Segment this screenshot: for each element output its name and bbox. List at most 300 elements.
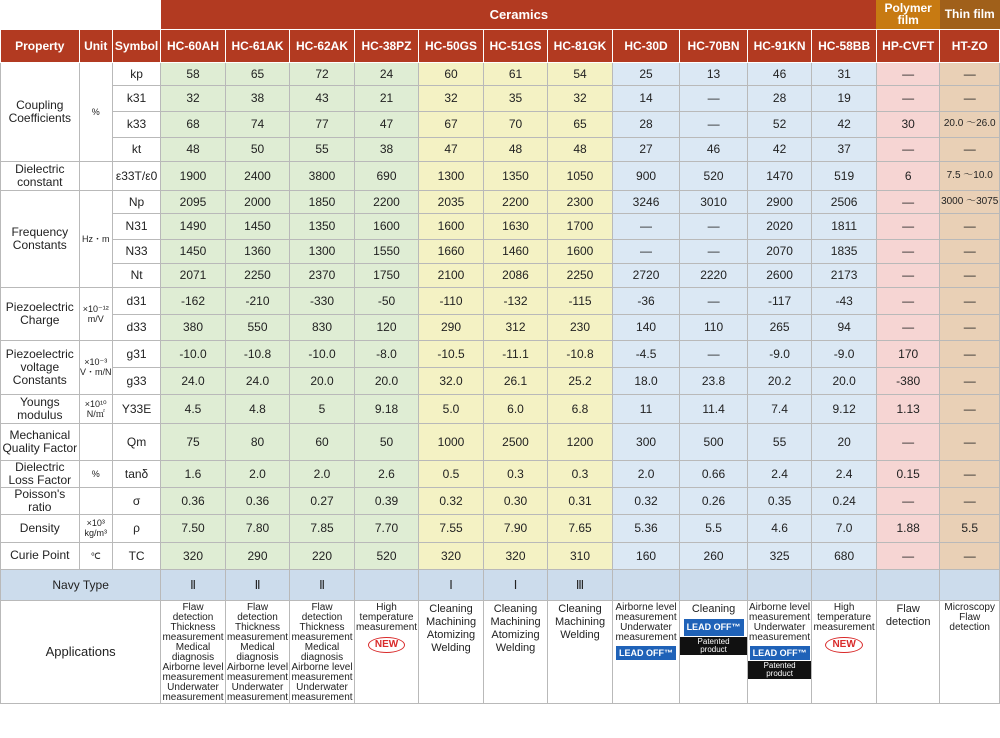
value-cell: 2600 bbox=[747, 263, 812, 287]
value-cell: — bbox=[940, 460, 1000, 487]
value-cell: 38 bbox=[225, 85, 290, 111]
property-label: Frequency Constants bbox=[1, 190, 80, 287]
value-cell: 2.4 bbox=[812, 460, 877, 487]
value-cell: — bbox=[612, 213, 680, 239]
unit-label: % bbox=[79, 460, 112, 487]
value-cell: 26.1 bbox=[483, 367, 548, 394]
value-cell: 0.30 bbox=[483, 487, 548, 514]
symbol-cell: kp bbox=[112, 62, 160, 85]
value-cell: 290 bbox=[419, 314, 484, 340]
header-product-hc-81gk: HC-81GK bbox=[548, 29, 613, 62]
value-cell: 20.0 bbox=[354, 367, 419, 394]
value-cell: -162 bbox=[161, 287, 226, 314]
value-cell: 520 bbox=[354, 542, 419, 569]
value-cell: 60 bbox=[419, 62, 484, 85]
header-symbol: Symbol bbox=[112, 29, 160, 62]
value-cell: 7.50 bbox=[161, 514, 226, 542]
navy-type-cell bbox=[747, 569, 812, 600]
value-cell: 48 bbox=[161, 137, 226, 161]
value-cell: 830 bbox=[290, 314, 355, 340]
value-cell: 77 bbox=[290, 111, 355, 137]
value-cell: 55 bbox=[290, 137, 355, 161]
value-cell: 61 bbox=[483, 62, 548, 85]
value-cell: 47 bbox=[419, 137, 484, 161]
patented-badge: Patented product bbox=[748, 661, 812, 679]
value-cell: 48 bbox=[548, 137, 613, 161]
value-cell: 14 bbox=[612, 85, 680, 111]
symbol-cell: Qm bbox=[112, 423, 160, 460]
symbol-cell: d31 bbox=[112, 287, 160, 314]
value-cell: 65 bbox=[548, 111, 613, 137]
value-cell: — bbox=[940, 542, 1000, 569]
application-item: Thickness measurement bbox=[226, 621, 289, 643]
value-cell: 1300 bbox=[290, 239, 355, 263]
value-cell: -380 bbox=[876, 367, 940, 394]
value-cell: 7.85 bbox=[290, 514, 355, 542]
value-cell: 20.0 bbox=[812, 367, 877, 394]
header-product-hc-60ah: HC-60AH bbox=[161, 29, 226, 62]
value-cell: 2300 bbox=[548, 190, 613, 213]
value-cell: 1600 bbox=[419, 213, 484, 239]
header-property: Property bbox=[1, 29, 80, 62]
symbol-cell: k33 bbox=[112, 111, 160, 137]
value-cell: 0.27 bbox=[290, 487, 355, 514]
symbol-cell: ρ bbox=[112, 514, 160, 542]
value-cell: 32 bbox=[161, 85, 226, 111]
value-cell: 2173 bbox=[812, 263, 877, 287]
unit-label: Hz・m bbox=[79, 190, 112, 287]
symbol-cell: TC bbox=[112, 542, 160, 569]
header-product-hc-61ak: HC-61AK bbox=[225, 29, 290, 62]
symbol-cell: N31 bbox=[112, 213, 160, 239]
symbol-cell: kt bbox=[112, 137, 160, 161]
value-cell: — bbox=[940, 85, 1000, 111]
value-cell: 0.3 bbox=[548, 460, 613, 487]
value-cell: — bbox=[940, 263, 1000, 287]
application-item: Flaw detection bbox=[949, 611, 990, 633]
navy-type-cell: Ⅲ bbox=[548, 569, 613, 600]
application-item: Airborne level measurement bbox=[749, 601, 811, 623]
applications-cell bbox=[940, 600, 1000, 703]
applications-cell bbox=[483, 600, 548, 703]
application-item: Underwater measurement bbox=[226, 681, 289, 703]
value-cell: 32 bbox=[548, 85, 613, 111]
value-cell: — bbox=[876, 239, 940, 263]
value-cell: 310 bbox=[548, 542, 613, 569]
value-cell: 519 bbox=[812, 161, 877, 190]
group-polymer-film: Polymer film bbox=[876, 0, 940, 29]
unit-label: ×10³ kg/m³ bbox=[79, 514, 112, 542]
value-cell: — bbox=[940, 287, 1000, 314]
symbol-cell: d33 bbox=[112, 314, 160, 340]
new-badge: NEW bbox=[368, 637, 405, 653]
new-badge: NEW bbox=[825, 637, 862, 653]
value-cell: 2070 bbox=[747, 239, 812, 263]
value-cell: -4.5 bbox=[612, 340, 680, 367]
application-item: Airborne level measurement bbox=[226, 661, 289, 683]
value-cell: 1350 bbox=[290, 213, 355, 239]
value-cell: 0.66 bbox=[680, 460, 748, 487]
property-label: Dielectric Loss Factor bbox=[1, 460, 80, 487]
value-cell: 2506 bbox=[812, 190, 877, 213]
value-cell: 2250 bbox=[225, 263, 290, 287]
value-cell: 28 bbox=[612, 111, 680, 137]
value-cell: 3000 ～3075 bbox=[940, 190, 1000, 213]
value-cell: 690 bbox=[354, 161, 419, 190]
property-label: Poisson's ratio bbox=[1, 487, 80, 514]
value-cell: 20.0 ～26.0 bbox=[940, 111, 1000, 137]
value-cell: 13 bbox=[680, 62, 748, 85]
value-cell: 38 bbox=[354, 137, 419, 161]
value-cell: 9.18 bbox=[354, 394, 419, 423]
value-cell: 2220 bbox=[680, 263, 748, 287]
application-item: Medical diagnosis bbox=[236, 641, 279, 663]
value-cell: 94 bbox=[812, 314, 877, 340]
value-cell: 1460 bbox=[483, 239, 548, 263]
value-cell: 67 bbox=[419, 111, 484, 137]
application-item: Medical diagnosis bbox=[300, 641, 344, 663]
value-cell: 265 bbox=[747, 314, 812, 340]
value-cell: — bbox=[940, 62, 1000, 85]
value-cell: -10.0 bbox=[161, 340, 226, 367]
value-cell: 7.0 bbox=[812, 514, 877, 542]
value-cell: 37 bbox=[812, 137, 877, 161]
application-item: Flaw detection bbox=[237, 601, 278, 623]
value-cell: — bbox=[940, 239, 1000, 263]
value-cell: 1750 bbox=[354, 263, 419, 287]
application-item: Cleaning bbox=[558, 602, 602, 615]
value-cell: 1360 bbox=[225, 239, 290, 263]
header-spacer bbox=[1, 0, 161, 29]
value-cell: 5.36 bbox=[612, 514, 680, 542]
value-cell: 60 bbox=[290, 423, 355, 460]
value-cell: 120 bbox=[354, 314, 419, 340]
value-cell: 0.3 bbox=[483, 460, 548, 487]
value-cell: 0.26 bbox=[680, 487, 748, 514]
value-cell: 0.35 bbox=[747, 487, 812, 514]
value-cell: 170 bbox=[876, 340, 940, 367]
value-cell: 0.36 bbox=[161, 487, 226, 514]
value-cell: 19 bbox=[812, 85, 877, 111]
value-cell: 2400 bbox=[225, 161, 290, 190]
value-cell: 2500 bbox=[483, 423, 548, 460]
value-cell: 20 bbox=[812, 423, 877, 460]
value-cell: 23.8 bbox=[680, 367, 748, 394]
value-cell: 550 bbox=[225, 314, 290, 340]
navy-type-cell bbox=[940, 569, 1000, 600]
value-cell: 0.32 bbox=[612, 487, 680, 514]
value-cell: 1470 bbox=[747, 161, 812, 190]
group-thin-film: Thin film bbox=[940, 0, 1000, 29]
value-cell: 320 bbox=[419, 542, 484, 569]
value-cell: 500 bbox=[680, 423, 748, 460]
value-cell: 0.32 bbox=[419, 487, 484, 514]
value-cell: 300 bbox=[612, 423, 680, 460]
value-cell: — bbox=[940, 137, 1000, 161]
value-cell: 0.39 bbox=[354, 487, 419, 514]
value-cell: 50 bbox=[225, 137, 290, 161]
value-cell: 0.24 bbox=[812, 487, 877, 514]
value-cell: 1700 bbox=[548, 213, 613, 239]
value-cell: -10.8 bbox=[548, 340, 613, 367]
value-cell: 74 bbox=[225, 111, 290, 137]
value-cell: 2720 bbox=[612, 263, 680, 287]
lead-off-badge: LEAD OFF™ bbox=[750, 646, 810, 660]
unit-label: ×10⁻¹² m/V bbox=[79, 287, 112, 340]
value-cell: — bbox=[680, 340, 748, 367]
value-cell: 1600 bbox=[548, 239, 613, 263]
value-cell: 46 bbox=[680, 137, 748, 161]
header-product-hc-51gs: HC-51GS bbox=[483, 29, 548, 62]
value-cell: -330 bbox=[290, 287, 355, 314]
applications-cell bbox=[548, 600, 613, 703]
value-cell: — bbox=[940, 213, 1000, 239]
value-cell: 380 bbox=[161, 314, 226, 340]
value-cell: 80 bbox=[225, 423, 290, 460]
navy-type-cell bbox=[680, 569, 748, 600]
property-label: Coupling Coefficients bbox=[1, 62, 80, 161]
application-item: Airborne level measurement bbox=[291, 661, 353, 683]
value-cell: 6.0 bbox=[483, 394, 548, 423]
value-cell: 5.0 bbox=[419, 394, 484, 423]
symbol-cell: σ bbox=[112, 487, 160, 514]
value-cell: -11.1 bbox=[483, 340, 548, 367]
value-cell: — bbox=[876, 542, 940, 569]
value-cell: 2100 bbox=[419, 263, 484, 287]
header-product-hc-30d: HC-30D bbox=[612, 29, 680, 62]
navy-type-cell: Ⅱ bbox=[290, 569, 355, 600]
value-cell: 7.70 bbox=[354, 514, 419, 542]
value-cell: — bbox=[876, 487, 940, 514]
value-cell: 2095 bbox=[161, 190, 226, 213]
navy-type-cell: Ⅰ bbox=[419, 569, 484, 600]
value-cell: 27 bbox=[612, 137, 680, 161]
value-cell: 7.65 bbox=[548, 514, 613, 542]
value-cell: 70 bbox=[483, 111, 548, 137]
value-cell: 1450 bbox=[161, 239, 226, 263]
application-item: Atomizing bbox=[491, 628, 540, 641]
value-cell: 1.6 bbox=[161, 460, 226, 487]
value-cell: 1.88 bbox=[876, 514, 940, 542]
value-cell: 1450 bbox=[225, 213, 290, 239]
value-cell: — bbox=[680, 287, 748, 314]
value-cell: 11.4 bbox=[680, 394, 748, 423]
applications-label: Applications bbox=[1, 600, 161, 703]
value-cell: 320 bbox=[161, 542, 226, 569]
application-item: Cleaning bbox=[493, 602, 538, 615]
navy-type-cell bbox=[876, 569, 940, 600]
value-cell: -50 bbox=[354, 287, 419, 314]
property-label: Piezoelectric Charge bbox=[1, 287, 80, 340]
navy-type-cell: Ⅱ bbox=[225, 569, 290, 600]
symbol-cell: g31 bbox=[112, 340, 160, 367]
navy-type-cell: Ⅰ bbox=[483, 569, 548, 600]
property-label: Youngs modulus bbox=[1, 394, 80, 423]
value-cell: — bbox=[680, 85, 748, 111]
unit-label: ℃ bbox=[79, 542, 112, 569]
application-item: Underwater measurement bbox=[162, 681, 224, 703]
value-cell: 31 bbox=[812, 62, 877, 85]
value-cell: 2.6 bbox=[354, 460, 419, 487]
value-cell: 2250 bbox=[548, 263, 613, 287]
application-item: Flaw detection bbox=[172, 601, 214, 623]
value-cell: 7.80 bbox=[225, 514, 290, 542]
value-cell: 46 bbox=[747, 62, 812, 85]
application-item: Machining bbox=[490, 615, 541, 628]
application-item: Machining bbox=[554, 615, 606, 628]
value-cell: 52 bbox=[747, 111, 812, 137]
value-cell: 230 bbox=[548, 314, 613, 340]
value-cell: 42 bbox=[747, 137, 812, 161]
value-cell: 65 bbox=[225, 62, 290, 85]
value-cell: 2086 bbox=[483, 263, 548, 287]
application-item: Thickness measurement bbox=[162, 621, 224, 643]
value-cell: — bbox=[940, 314, 1000, 340]
value-cell: 1050 bbox=[548, 161, 613, 190]
value-cell: 325 bbox=[747, 542, 812, 569]
application-item: Cleaning bbox=[691, 602, 736, 615]
header-product-hc-58bb: HC-58BB bbox=[812, 29, 877, 62]
value-cell: 1630 bbox=[483, 213, 548, 239]
unit-label bbox=[79, 487, 112, 514]
property-label: Mechanical Quality Factor bbox=[1, 423, 80, 460]
applications-cell bbox=[876, 600, 940, 703]
symbol-cell: Nt bbox=[112, 263, 160, 287]
application-item: Thickness measurement bbox=[291, 621, 353, 643]
unit-label bbox=[79, 161, 112, 190]
value-cell: 2200 bbox=[483, 190, 548, 213]
application-item: Medical diagnosis bbox=[171, 641, 215, 663]
header-product-hc-38pz: HC-38PZ bbox=[354, 29, 419, 62]
header-product-hc-62ak: HC-62AK bbox=[290, 29, 355, 62]
value-cell: 24.0 bbox=[225, 367, 290, 394]
application-item: Flaw detection bbox=[301, 601, 343, 623]
symbol-cell: N33 bbox=[112, 239, 160, 263]
value-cell: — bbox=[680, 239, 748, 263]
value-cell: — bbox=[876, 137, 940, 161]
value-cell: 43 bbox=[290, 85, 355, 111]
value-cell: 4.6 bbox=[747, 514, 812, 542]
value-cell: — bbox=[876, 85, 940, 111]
value-cell: 25 bbox=[612, 62, 680, 85]
value-cell: 7.55 bbox=[419, 514, 484, 542]
value-cell: -132 bbox=[483, 287, 548, 314]
value-cell: -36 bbox=[612, 287, 680, 314]
value-cell: 2.0 bbox=[612, 460, 680, 487]
applications-cell bbox=[612, 600, 680, 703]
value-cell: 1350 bbox=[483, 161, 548, 190]
symbol-cell: Y33E bbox=[112, 394, 160, 423]
applications-cell bbox=[747, 600, 812, 703]
application-item: Underwater measurement bbox=[615, 621, 677, 643]
application-item: Microscopy bbox=[944, 601, 995, 613]
value-cell: 520 bbox=[680, 161, 748, 190]
symbol-cell: tanδ bbox=[112, 460, 160, 487]
value-cell: 160 bbox=[612, 542, 680, 569]
value-cell: 5 bbox=[290, 394, 355, 423]
application-item: Underwater measurement bbox=[749, 621, 811, 643]
value-cell: 75 bbox=[161, 423, 226, 460]
value-cell: 140 bbox=[612, 314, 680, 340]
value-cell: 7.4 bbox=[747, 394, 812, 423]
value-cell: — bbox=[940, 394, 1000, 423]
value-cell: 5.5 bbox=[940, 514, 1000, 542]
value-cell: -110 bbox=[419, 287, 484, 314]
value-cell: 32 bbox=[419, 85, 484, 111]
property-label: Dielectric constant bbox=[1, 161, 80, 190]
value-cell: 5.5 bbox=[680, 514, 748, 542]
value-cell: 55 bbox=[747, 423, 812, 460]
value-cell: — bbox=[940, 487, 1000, 514]
group-ceramics: Ceramics bbox=[161, 0, 877, 29]
value-cell: — bbox=[612, 239, 680, 263]
value-cell: 320 bbox=[483, 542, 548, 569]
value-cell: — bbox=[876, 62, 940, 85]
value-cell: 2.4 bbox=[747, 460, 812, 487]
value-cell: 32.0 bbox=[419, 367, 484, 394]
header-product-ht-zo: HT-ZO bbox=[940, 29, 1000, 62]
application-item: Welding bbox=[495, 641, 536, 654]
value-cell: 2020 bbox=[747, 213, 812, 239]
unit-label: ×10¹⁰ N/㎡ bbox=[79, 394, 112, 423]
navy-type-label: Navy Type bbox=[1, 569, 161, 600]
symbol-cell: ε33T/ε0 bbox=[112, 161, 160, 190]
applications-cell bbox=[290, 600, 355, 703]
value-cell: 30 bbox=[876, 111, 940, 137]
applications-cell bbox=[225, 600, 290, 703]
value-cell: 48 bbox=[483, 137, 548, 161]
application-item: Welding bbox=[431, 641, 471, 654]
application-item: Airborne level measurement bbox=[615, 601, 677, 623]
value-cell: 68 bbox=[161, 111, 226, 137]
value-cell: 3800 bbox=[290, 161, 355, 190]
patented-badge: Patented product bbox=[680, 637, 747, 655]
symbol-cell: Np bbox=[112, 190, 160, 213]
value-cell: 1811 bbox=[812, 213, 877, 239]
unit-label: ×10⁻³ V・m/N bbox=[79, 340, 112, 394]
unit-label: % bbox=[79, 62, 112, 161]
value-cell: 1300 bbox=[419, 161, 484, 190]
value-cell: 2071 bbox=[161, 263, 226, 287]
value-cell: 110 bbox=[680, 314, 748, 340]
value-cell: 290 bbox=[225, 542, 290, 569]
header-product-hc-50gs: HC-50GS bbox=[419, 29, 484, 62]
value-cell: — bbox=[680, 111, 748, 137]
unit-label bbox=[79, 423, 112, 460]
property-label: Density bbox=[1, 514, 80, 542]
application-item: Atomizing bbox=[426, 628, 476, 641]
value-cell: 21 bbox=[354, 85, 419, 111]
application-item: Welding bbox=[560, 628, 600, 641]
value-cell: 0.5 bbox=[419, 460, 484, 487]
value-cell: -8.0 bbox=[354, 340, 419, 367]
navy-type-cell bbox=[612, 569, 680, 600]
value-cell: 4.5 bbox=[161, 394, 226, 423]
value-cell: 1660 bbox=[419, 239, 484, 263]
applications-cell bbox=[354, 600, 419, 703]
applications-cell bbox=[161, 600, 226, 703]
value-cell: 1000 bbox=[419, 423, 484, 460]
value-cell: 1900 bbox=[161, 161, 226, 190]
value-cell: 28 bbox=[747, 85, 812, 111]
value-cell: — bbox=[876, 263, 940, 287]
value-cell: 0.36 bbox=[225, 487, 290, 514]
value-cell: 9.12 bbox=[812, 394, 877, 423]
value-cell: 0.31 bbox=[548, 487, 613, 514]
property-label: Piezoelectric voltage Constants bbox=[1, 340, 80, 394]
value-cell: -10.5 bbox=[419, 340, 484, 367]
application-item: High temperature measurement bbox=[355, 601, 418, 633]
